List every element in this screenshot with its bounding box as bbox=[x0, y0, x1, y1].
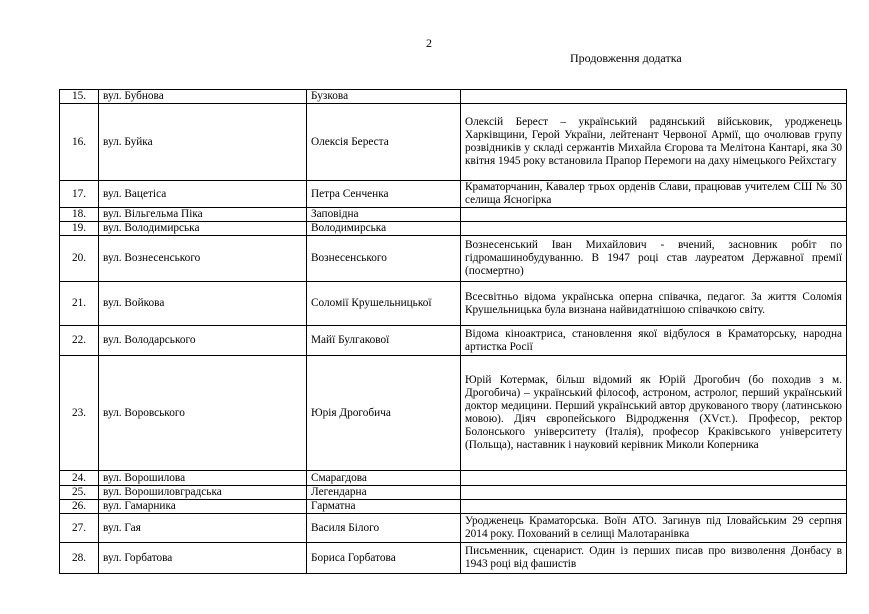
table-row bbox=[60, 471, 847, 486]
old-street-name: вул. Володарського bbox=[99, 326, 307, 356]
table-row bbox=[60, 282, 847, 326]
table-row bbox=[60, 90, 847, 104]
row-number: 17. bbox=[60, 181, 99, 208]
table-row bbox=[60, 222, 847, 236]
table-row bbox=[60, 543, 847, 574]
row-number: 19. bbox=[60, 222, 99, 236]
table-row bbox=[60, 486, 847, 500]
old-street-name: вул. Вознесенського bbox=[99, 236, 307, 282]
description: Краматорчанин, Кавалер трьох орденів Слави, працював учителем СШ № 30 селища Ясногірка bbox=[461, 181, 847, 208]
table-row bbox=[60, 104, 847, 181]
table-row bbox=[60, 500, 847, 514]
old-street-name: вул. Гамарника bbox=[99, 500, 307, 514]
old-street-name: вул. Ворошиловградська bbox=[99, 486, 307, 500]
row-number: 23. bbox=[60, 356, 99, 471]
new-street-name: Вознесенського bbox=[307, 236, 461, 282]
description bbox=[461, 90, 847, 104]
row-number: 16. bbox=[60, 104, 99, 181]
old-street-name: вул. Горбатова bbox=[99, 543, 307, 574]
new-street-name: Олексія Береста bbox=[307, 104, 461, 181]
new-street-name: Бориса Горбатова bbox=[307, 543, 461, 574]
old-street-name: вул. Ворошилова bbox=[99, 471, 307, 486]
row-number: 15. bbox=[60, 90, 99, 104]
row-number: 24. bbox=[60, 471, 99, 486]
table-row bbox=[60, 356, 847, 471]
row-number: 20. bbox=[60, 236, 99, 282]
page-number: 2 bbox=[426, 36, 432, 50]
table-row bbox=[60, 208, 847, 222]
new-street-name: Смарагдова bbox=[307, 471, 461, 486]
description bbox=[461, 208, 847, 222]
table-row bbox=[60, 236, 847, 282]
new-street-name: Гарматна bbox=[307, 500, 461, 514]
new-street-name: Володимирська bbox=[307, 222, 461, 236]
table-row bbox=[60, 326, 847, 356]
new-street-name: Заповідна bbox=[307, 208, 461, 222]
row-number: 22. bbox=[60, 326, 99, 356]
row-number: 27. bbox=[60, 514, 99, 543]
old-street-name: вул. Вільгельма Піка bbox=[99, 208, 307, 222]
description: Вознесенський Іван Михайлович - вчений, засновник робіт по гідромашинобудуванню. В 1947 році став лауреатом Державної премії (посмертно) bbox=[461, 236, 847, 282]
old-street-name: вул. Войкова bbox=[99, 282, 307, 326]
description: Олексій Берест – український радянський військовик, уродженець Харківщини, Герой України, лейтенант Червоної Армії, що очолював групу розвідників у складі сержантів Михайла Єгорова та Мелітона Кантарі, яка 30 квітня 1945 року встановила Прапор Перемоги на даху німецького Рейхстагу bbox=[461, 104, 847, 181]
description: Відома кіноактриса, становлення якої відбулося в Краматорську, народна артистка Росії bbox=[461, 326, 847, 356]
new-street-name: Бузкова bbox=[307, 90, 461, 104]
new-street-name: Соломії Крушельницької bbox=[307, 282, 461, 326]
description: Юрій Котермак, більш відомий як Юрій Дрогобич (бо походив з м. Дрогобича) – український філософ, астроном, астролог, перший український доктор медицини. Перший український автор друкованого твору (латинською мовою). Діяч європейського Відродження (XVст.). Професор, ректор Болонського університету (Італія), професор Краківського університету (Польща), наставник і науковий керівник Миколи Коперника bbox=[461, 356, 847, 471]
new-street-name: Петра Сенченка bbox=[307, 181, 461, 208]
description: Всесвітньо відома українська оперна співачка, педагог. За життя Соломія Крушельницька була визнана найвидатнішою співачкою світу. bbox=[461, 282, 847, 326]
new-street-name: Василя Білого bbox=[307, 514, 461, 543]
table-row bbox=[60, 181, 847, 208]
old-street-name: вул. Воровського bbox=[99, 356, 307, 471]
street-renaming-table bbox=[59, 89, 847, 574]
document-subtitle: Продовження додатка bbox=[570, 51, 682, 65]
row-number: 21. bbox=[60, 282, 99, 326]
old-street-name: вул. Вацетіса bbox=[99, 181, 307, 208]
description bbox=[461, 500, 847, 514]
description bbox=[461, 222, 847, 236]
old-street-name: вул. Гая bbox=[99, 514, 307, 543]
row-number: 26. bbox=[60, 500, 99, 514]
new-street-name: Майї Булгакової bbox=[307, 326, 461, 356]
old-street-name: вул. Володимирська bbox=[99, 222, 307, 236]
old-street-name: вул. Бубнова bbox=[99, 90, 307, 104]
row-number: 28. bbox=[60, 543, 99, 574]
table-row bbox=[60, 514, 847, 543]
description: Уродженець Краматорська. Воїн АТО. Загинув під Іловайським 29 серпня 2014 року. Похований в селищі Малотаранівка bbox=[461, 514, 847, 543]
old-street-name: вул. Буйка bbox=[99, 104, 307, 181]
description: Письменник, сценарист. Один із перших писав про визволення Донбасу в 1943 році від фашистів bbox=[461, 543, 847, 574]
new-street-name: Юрія Дрогобича bbox=[307, 356, 461, 471]
description bbox=[461, 486, 847, 500]
row-number: 25. bbox=[60, 486, 99, 500]
description bbox=[461, 471, 847, 486]
new-street-name: Легендарна bbox=[307, 486, 461, 500]
row-number: 18. bbox=[60, 208, 99, 222]
